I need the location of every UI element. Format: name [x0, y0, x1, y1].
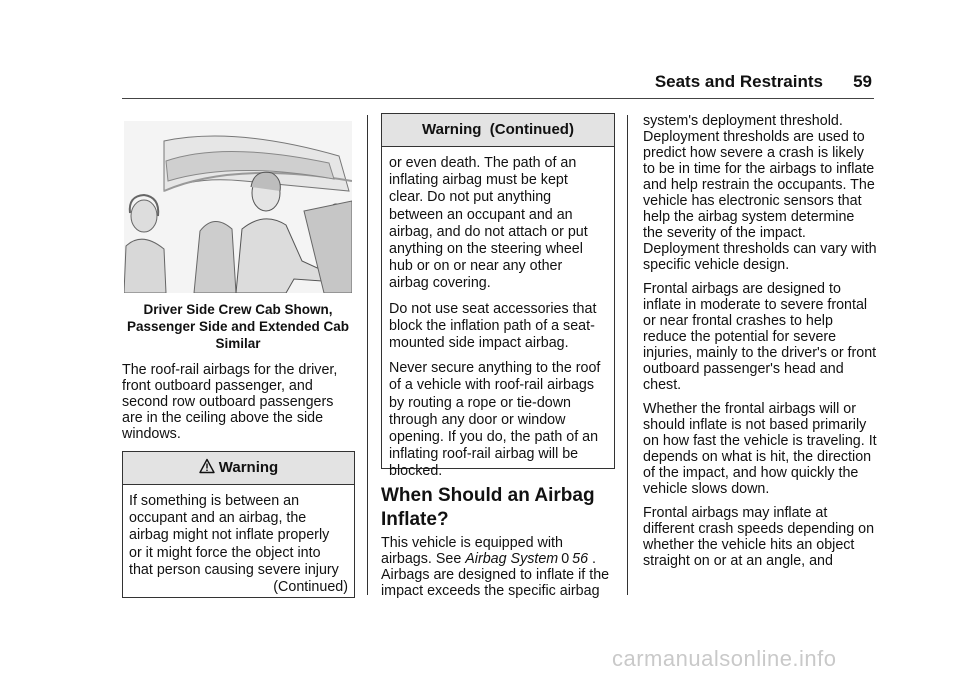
- warning-continued-header: [382, 114, 614, 147]
- body-paragraph: system's deployment threshold. Deployment thresholds are used to predict how severe a crash is likely to be in time for the airbags to inflate and help restrain the occupants. The vehicle has electronic sensors that help the airbag system determine the severity of the impact. Deployment thresholds can vary with specific vehicle design.: [643, 113, 877, 273]
- page-header: [0, 72, 872, 94]
- column-1-text: [122, 362, 358, 450]
- figure-caption: [118, 301, 358, 352]
- page-number: 59: [853, 72, 872, 91]
- body-paragraph: Frontal airbags may inflate at different crash speeds depending on whether the vehicle hits an object straight on or at an angle, and: [643, 505, 875, 569]
- warning-title: Warning: [218, 459, 279, 476]
- warning-header: [123, 452, 354, 485]
- page-ref-symbol: 0: [561, 551, 570, 567]
- warning-paragraph: or even death. The path of an inflating airbag must be kept clear. Do not put anything between an occupant and an airbag, and do not attach or put anything on the steering wheel hub or on or near any other airbag covering.: [389, 155, 588, 292]
- warning-triangle-icon: [199, 458, 215, 474]
- warning-line: or it might force the object into: [129, 544, 321, 561]
- warning-continued-title: Warning (Continued): [422, 121, 574, 138]
- body-paragraph: Frontal airbags are designed to inflate in moderate to severe frontal or near frontal crashes to help reduce the potential for severe injuries, mainly to the driver's or front outboard passenger's head and chest.: [643, 281, 877, 393]
- warning-line: that person causing severe injury: [129, 561, 339, 578]
- warning-body: [123, 485, 354, 596]
- warning-line: If something is between an: [129, 493, 300, 509]
- caption-line: Similar: [215, 336, 261, 351]
- airbag-illustration: [124, 121, 352, 293]
- paragraph-text: This vehicle is equipped with airbags. See: [381, 535, 563, 567]
- column-3-text: [643, 113, 878, 577]
- warning-box: [122, 451, 355, 598]
- airbag-system-link[interactable]: Airbag System: [465, 551, 559, 567]
- caption-line: Passenger Side and Extended Cab: [126, 319, 350, 334]
- warning-continued-box: [381, 113, 615, 480]
- paragraph-text: .: [588, 551, 597, 567]
- intro-paragraph: The roof-rail airbags for the driver, front outboard passenger, and second row outboard passengers are in the ceiling above the side windows.: [122, 362, 338, 442]
- body-paragraph: Whether the frontal airbags will or should inflate is not based primarily on how fast the vehicle is traveling. It depends on what is hit, the direction of the impact, and how quickly the vehicle slows down.: [643, 401, 877, 497]
- warning-paragraph: Never secure anything to the roof of a vehicle with roof-rail airbags by routing a rope or tie-down through any door or window opening. If you do, the path of an inflating roof-rail airbag will be blocked.: [389, 360, 601, 480]
- watermark: carmanualsonline.info: [612, 646, 837, 671]
- column-divider-right: [627, 115, 628, 595]
- continued-label: (Continued): [273, 579, 348, 596]
- warning-paragraph: Do not use seat accessories that block the inflation path of a seat-mounted side impact airbag.: [389, 300, 597, 352]
- section-heading: When Should an Airbag Inflate?: [381, 485, 595, 530]
- paragraph-text: Airbags are designed to inflate if the impact exceeds the specific airbag: [381, 567, 610, 599]
- section-title: Seats and Restraints: [654, 72, 823, 91]
- page-ref-number[interactable]: 56: [572, 551, 589, 567]
- column-2-text: [381, 535, 617, 599]
- warning-continued-body: [382, 147, 614, 481]
- car-interior-illustration: [124, 121, 352, 293]
- caption-line: Driver Side Crew Cab Shown,: [143, 302, 333, 317]
- column-divider-left: [367, 115, 368, 595]
- warning-line: airbag might not inflate properly: [129, 527, 330, 544]
- warning-line: occupant and an airbag, the: [129, 510, 307, 527]
- airbag-inflate-paragraph: [381, 535, 617, 599]
- header-rule: [122, 98, 874, 99]
